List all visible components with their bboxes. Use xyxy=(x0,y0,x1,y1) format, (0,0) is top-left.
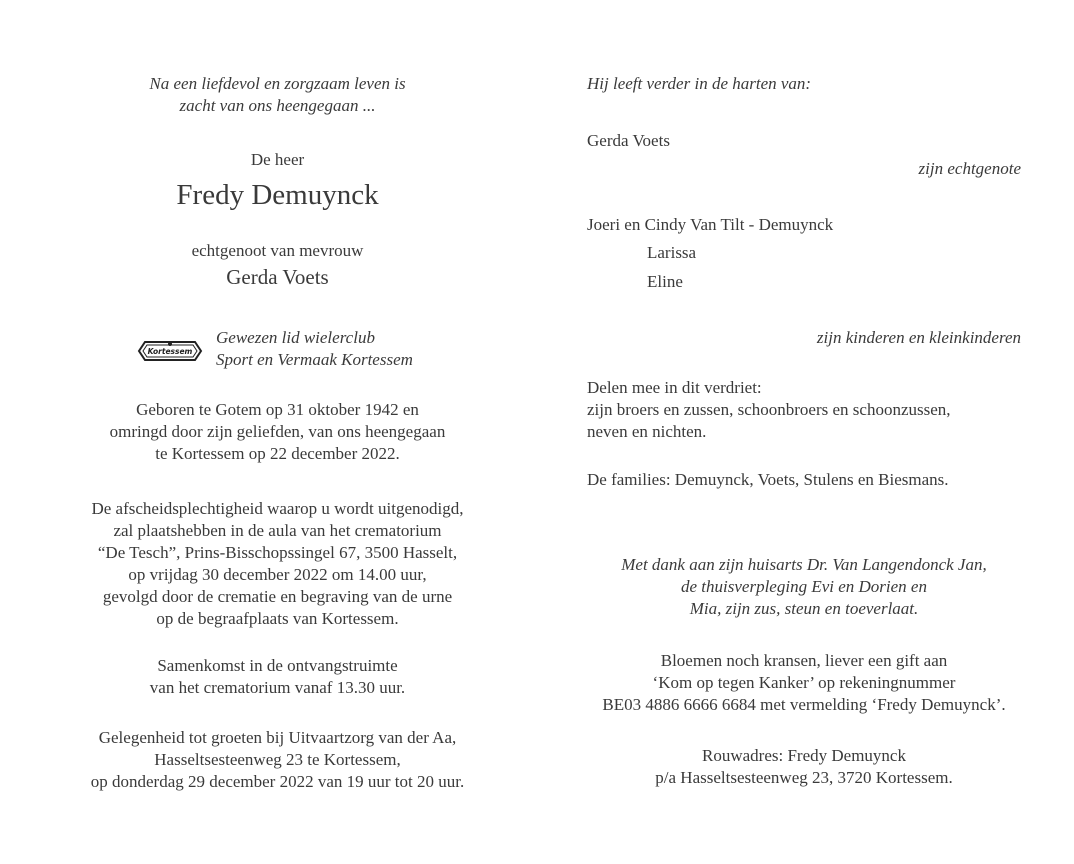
intro-line: Na een liefdevol en zorgzaam leven is xyxy=(149,74,406,93)
ceremony-line: De afscheidsplechtigheid waarop u wordt uitgenodigd, xyxy=(91,499,464,518)
ceremony-line: “De Tesch”, Prins-Bisschopssingel 67, 3500 Hasselt, xyxy=(97,543,458,562)
ceremony-line: gevolgd door de crematie en begraving van de urne xyxy=(102,587,453,606)
spouse-intro: echtgenoot van mevrouw xyxy=(191,241,364,260)
gathering-line: Samenkomst in de ontvangstruimte xyxy=(157,656,398,675)
thanks-line: Met dank aan zijn huisarts Dr. Van Langendonck Jan, xyxy=(621,555,987,574)
club-line: Gewezen lid wielerclub xyxy=(216,328,375,347)
ceremony-line: op vrijdag 30 december 2022 om 14.00 uur, xyxy=(128,565,427,584)
visitation-line: Hasseltsesteenweg 23 te Kortessem, xyxy=(154,750,401,769)
mourners-heading: Hij leeft verder in de harten van: xyxy=(587,74,812,93)
birth-line: Geboren te Gotem op 31 oktober 1942 en xyxy=(136,400,419,419)
cycling-club-logo xyxy=(137,338,203,364)
thanks-line: de thuisverpleging Evi en Dorien en xyxy=(681,577,927,596)
salutation: De heer xyxy=(250,150,305,169)
spouse-role: zijn echtgenote xyxy=(918,159,1021,178)
intro-line: zacht van ons heengegaan ... xyxy=(179,96,376,115)
flowers-line: ‘Kom op tegen Kanker’ op rekeningnummer xyxy=(652,673,956,692)
grandchild-name: Larissa xyxy=(647,243,697,262)
spouse-mourner: Gerda Voets xyxy=(587,131,670,150)
flowers-line: Bloemen noch kransen, liever een gift aan xyxy=(660,651,948,670)
children-names: Joeri en Cindy Van Tilt - Demuynck xyxy=(587,215,834,234)
visitation-line: op donderdag 29 december 2022 van 19 uur tot 20 uur. xyxy=(90,772,465,791)
birth-line: omringd door zijn geliefden, van ons heengegaan xyxy=(109,422,446,441)
deceased-name: Fredy Demuynck xyxy=(176,179,379,211)
children-role: zijn kinderen en kleinkinderen xyxy=(816,328,1021,347)
share-line: Delen mee in dit verdriet: xyxy=(587,378,762,397)
ceremony-line: op de begraafplaats van Kortessem. xyxy=(156,609,399,628)
gathering-line: van het crematorium vanaf 13.30 uur. xyxy=(149,678,406,697)
ceremony-line: zal plaatshebben in de aula van het crematorium xyxy=(113,521,442,540)
logo-text: Kortessem xyxy=(147,347,193,356)
visitation-line: Gelegenheid tot groeten bij Uitvaartzorg van der Aa, xyxy=(98,728,457,747)
share-line: neven en nichten. xyxy=(587,422,707,441)
right-page xyxy=(587,0,1021,864)
families-line: De families: Demuynck, Voets, Stulens en Biesmans. xyxy=(587,470,949,489)
birth-line: te Kortessem op 22 december 2022. xyxy=(155,444,400,463)
flowers-line: BE03 4886 6666 6684 met vermelding ‘Fredy Demuynck’. xyxy=(602,695,1006,714)
address-line: Rouwadres: Fredy Demuynck xyxy=(702,746,906,765)
grandchild-name: Eline xyxy=(647,272,683,291)
address-line: p/a Hasseltsesteenweg 23, 3720 Kortessem. xyxy=(655,768,953,787)
thanks-line: Mia, zijn zus, steun en toeverlaat. xyxy=(689,599,919,618)
share-line: zijn broers en zussen, schoonbroers en schoonzussen, xyxy=(587,400,951,419)
spouse-name: Gerda Voets xyxy=(226,265,329,289)
club-line: Sport en Vermaak Kortessem xyxy=(216,350,413,369)
